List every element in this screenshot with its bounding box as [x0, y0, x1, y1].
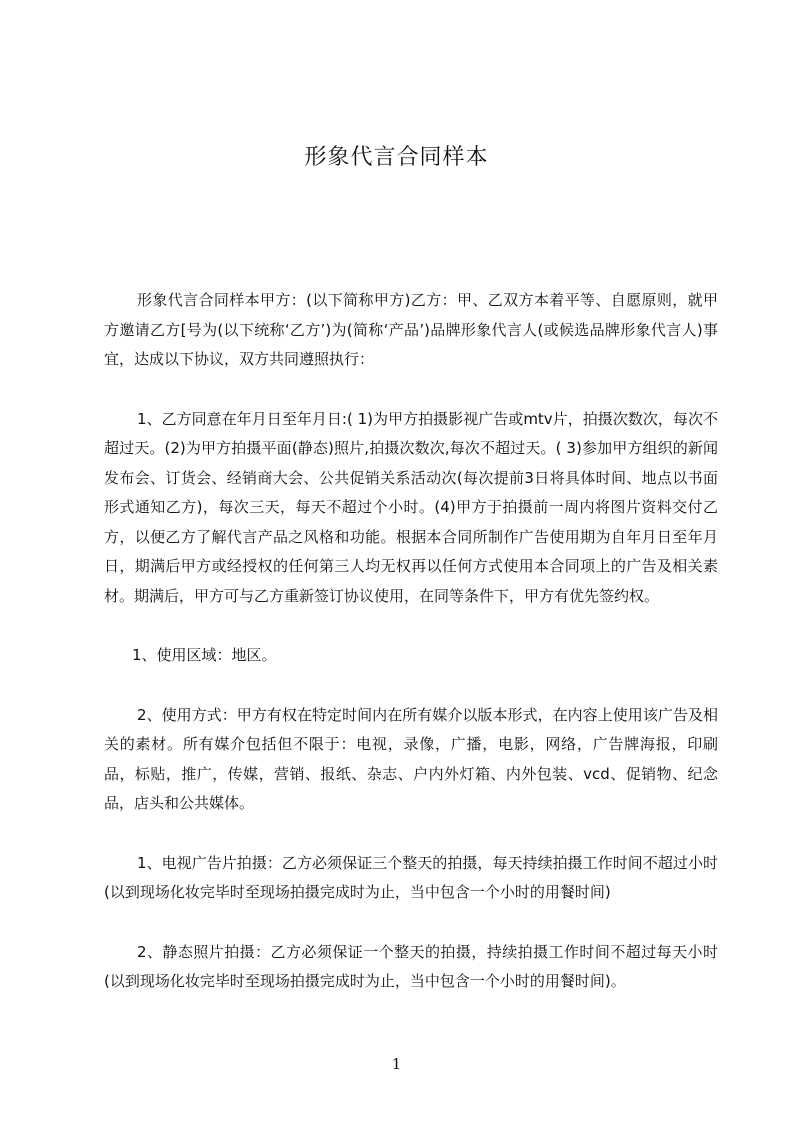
- paragraph-photo-shooting: 2、静态照片拍摄：乙方必须保证一个整天的拍摄，持续拍摄工作时间不超过每天小时(以到现场化妆完毕时至现场拍摄完成时为止，当中包含一个小时的用餐时间)。: [104, 942, 718, 990]
- paragraph-usage-region: 1、使用区域：地区。: [132, 646, 277, 664]
- paragraph-intro: 形象代言合同样本甲方：(以下简称甲方)乙方：甲、乙双方本着平等、自愿原则，就甲方邀请乙方[号为(以下统称‘乙方’)为(简称‘产品’)品牌形象代言人(或候选品牌形象代言人)事宜，达成以下协议，双方共同遵照执行：: [104, 291, 718, 368]
- paragraph-tv-shooting: 1、电视广告片拍摄：乙方必须保证三个整天的拍摄，每天持续拍摄工作时间不超过小时(以到现场化妆完毕时至现场拍摄完成时为止，当中包含一个小时的用餐时间): [104, 853, 718, 901]
- document-title: 形象代言合同样本: [304, 145, 489, 170]
- paragraph-usage-method: 2、使用方式：甲方有权在特定时间内在所有媒介以版本形式，在内容上使用该广告及相关的素材。所有媒介包括但不限于：电视，录像，广播，电影，网络，广告牌海报，印刷品，标贴，推广，传媒，营销、报纸、杂志、户内外灯箱、内外包装、vcd、促销物、纪念品，店头和公共媒体。: [104, 705, 718, 812]
- page-number: 1: [391, 1055, 402, 1073]
- paragraph-clause-1: 1、乙方同意在年月日至年月日:( 1)为甲方拍摄影视广告或mtv片，拍摄次数次，每次不超过天。(2)为甲方拍摄平面(静态)照片,拍摄次数次,每次不超过天。( 3)参加甲方组织的新闻发布会、订货会、经销商大会、公共促销关系活动次(每次提前3日将具体时间、地点以书面形式通知乙方)，每次三天，每天不超过个小时。(4)甲方于拍摄前一周内将图片资料交付乙方，以便乙方了解代言产品之风格和功能。根据本合同所制作广告使用期为自年月日至年月日，期满后甲方或经授权的任何第三人均无权再以任何方式使用本合同项上的广告及相关素材。期满后，甲方可与乙方重新签订协议使用，在同等条件下，甲方有优先签约权。: [104, 409, 718, 605]
- document-body: [104, 286, 718, 1027]
